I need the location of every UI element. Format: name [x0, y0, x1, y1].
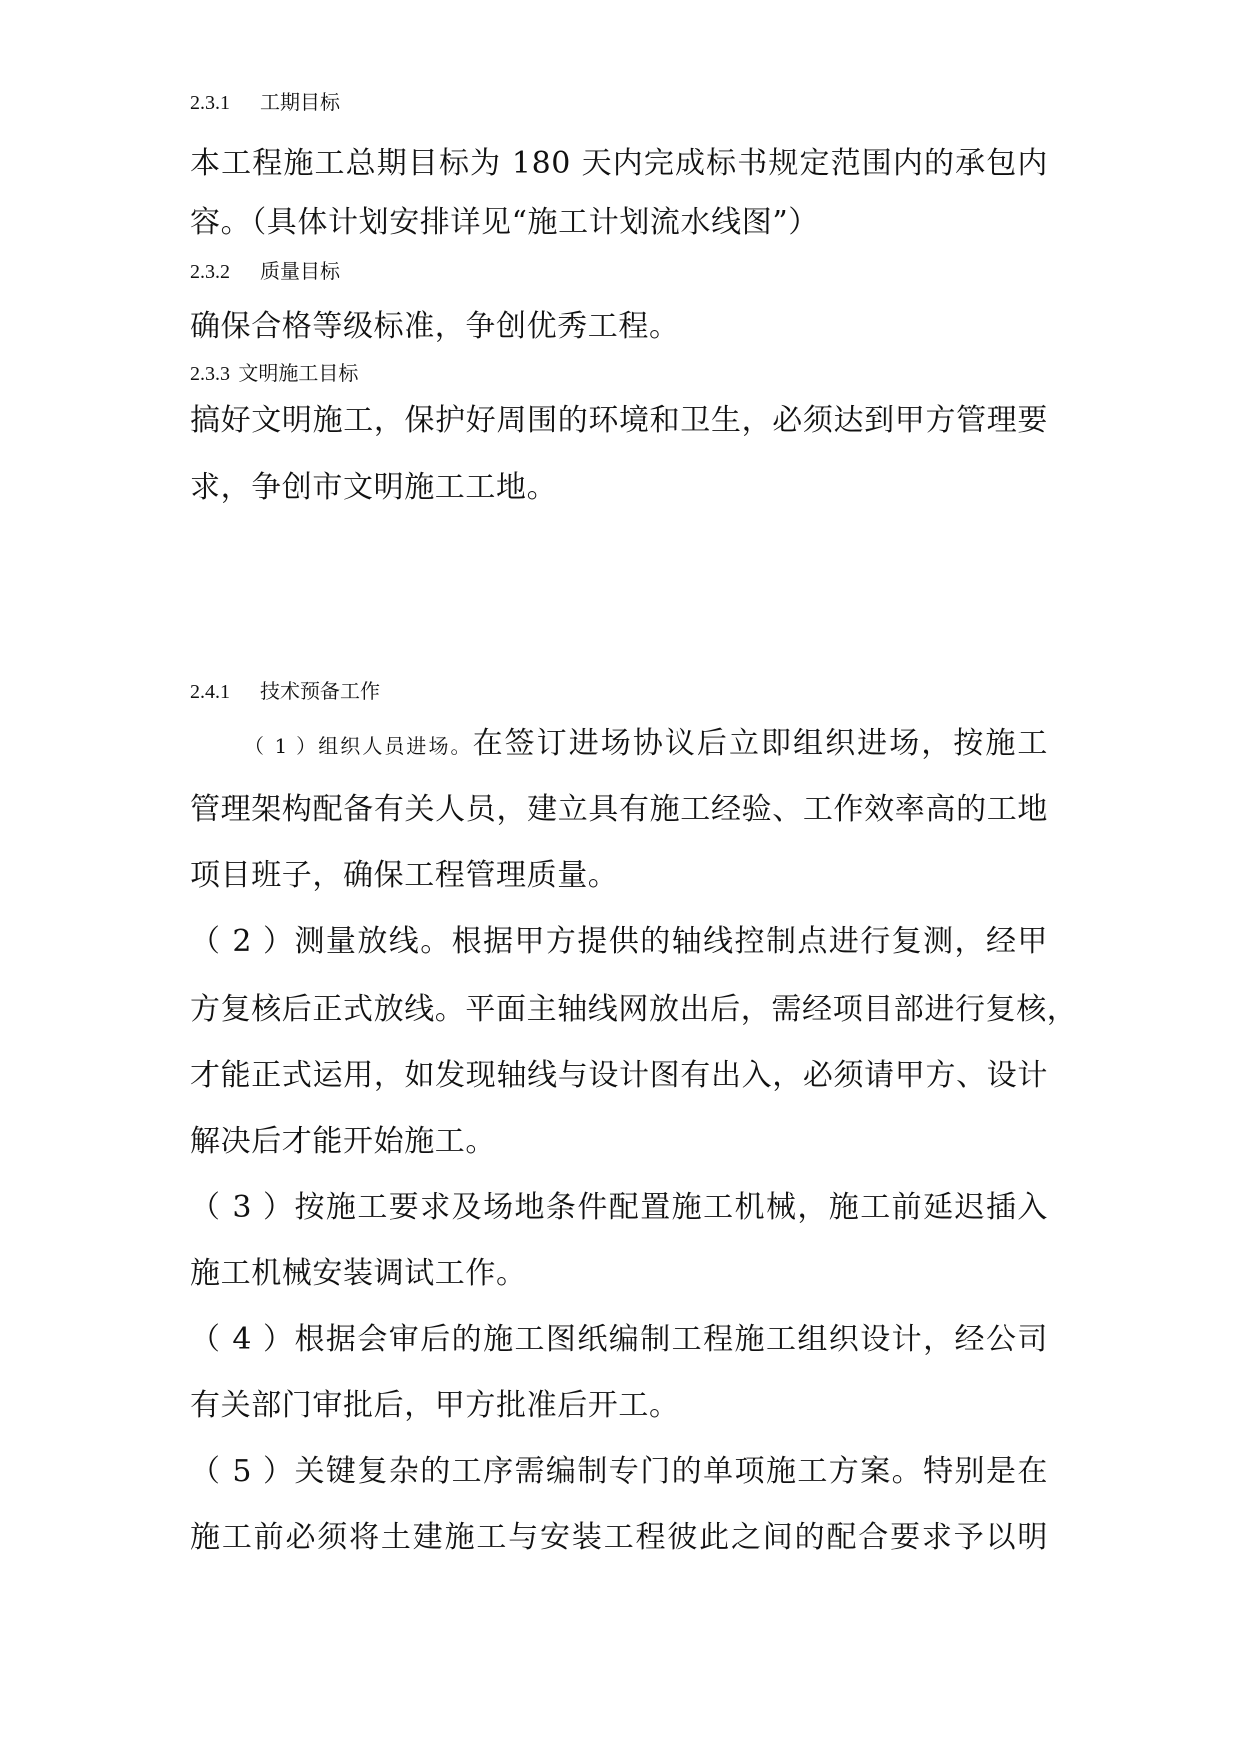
paragraph-line: 施工前必须将土建施工与安装工程彼此之间的配合要求予以明 — [190, 1520, 1048, 1555]
subsection-number: 2.3.2 — [190, 261, 230, 283]
list-item-1-first-line — [244, 724, 1048, 766]
subsection-title: 质量目标 — [260, 259, 340, 283]
subsection-number: 2.3.3 — [190, 363, 230, 385]
subsection-title: 文明施工目标 — [238, 361, 359, 385]
paragraph-line: 本工程施工总期目标为 180 天内完成标书规定范围内的承包内 — [190, 146, 1048, 181]
paragraph-line: 施工机械安装调试工作。 — [190, 1256, 527, 1291]
item-text: 在签订进场协议后立即组织进场，按施工 — [472, 726, 1048, 761]
paragraph-line: 容。（具体计划安排详见“施工计划流水线图”） — [190, 205, 819, 240]
paragraph-line: 才能正式运用，如发现轴线与设计图有出入，必须请甲方、设计 — [190, 1058, 1048, 1093]
paragraph-line: 管理架构配备有关人员，建立具有施工经验、工作效率高的工地 — [190, 792, 1048, 827]
subsection-title: 技术预备工作 — [260, 679, 380, 703]
paragraph-line: 项目班子，确保工程管理质量。 — [190, 858, 619, 893]
subsection-title: 工期目标 — [260, 90, 340, 114]
paragraph-line: （ 5 ）关键复杂的工序需编制专门的单项施工方案。特别是在 — [190, 1454, 1048, 1489]
subsection-heading-2-3-2 — [190, 258, 340, 285]
paragraph-line: （ 3 ）按施工要求及场地条件配置施工机械，施工前延迟插入 — [190, 1190, 1048, 1225]
item-lead: （ 1 ）组织人员进场。 — [244, 734, 473, 758]
paragraph-line: 有关部门审批后，甲方批准后开工。 — [190, 1388, 680, 1423]
paragraph-line: （ 2 ）测量放线。根据甲方提供的轴线控制点进行复测，经甲 — [190, 924, 1048, 959]
paragraph-line: 解决后才能开始施工。 — [190, 1124, 496, 1159]
paragraph-line: 确保合格等级标准，争创优秀工程。 — [190, 309, 680, 344]
subsection-heading-2-3-3 — [190, 360, 358, 387]
subsection-number: 2.4.1 — [190, 681, 230, 703]
paragraph-line: 方复核后正式放线。平面主轴线网放出后，需经项目部进行复核， — [190, 992, 1078, 1027]
paragraph-line: 搞好文明施工，保护好周围的环境和卫生，必须达到甲方管理要 — [190, 403, 1048, 438]
subsection-heading-2-4-1 — [190, 678, 380, 705]
paragraph-line: 求，争创市文明施工工地。 — [190, 470, 558, 505]
subsection-number: 2.3.1 — [190, 92, 230, 114]
paragraph-line: （ 4 ）根据会审后的施工图纸编制工程施工组织设计，经公司 — [190, 1322, 1048, 1357]
subsection-heading-2-3-1 — [190, 89, 340, 116]
